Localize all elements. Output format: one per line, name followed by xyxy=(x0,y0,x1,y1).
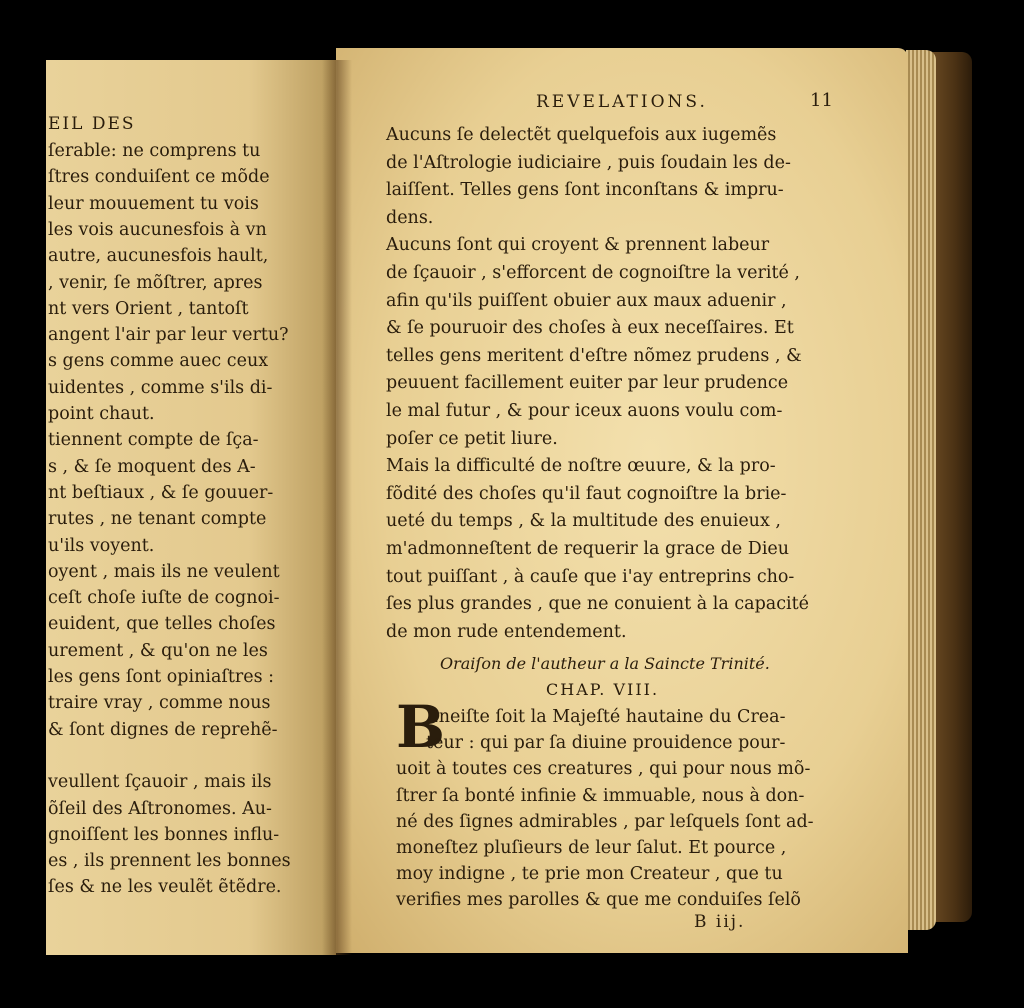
text-line: nt vers Orient , tantoſt xyxy=(48,298,249,319)
book-gutter xyxy=(322,60,352,955)
text-line: leur mouuement tu vois xyxy=(48,193,259,214)
left-page xyxy=(46,60,336,955)
text-line: Aucuns ſont qui croyent & prennent labeur xyxy=(386,235,770,256)
text-line: s , & ſe moquent des A- xyxy=(48,456,256,477)
text-line: dens. xyxy=(386,207,434,228)
text-line: ſerable: ne comprens tu xyxy=(48,141,261,161)
text-line: point chaut. xyxy=(48,404,155,424)
text-line: Aucuns ſe delectẽt quelquefois aux iugemẽs xyxy=(386,125,777,145)
text-line: ceſt choſe iuſte de cognoi- xyxy=(48,588,280,609)
signature-mark: B iij. xyxy=(694,912,746,932)
text-line: nt beſtiaux , & ſe gouuer- xyxy=(48,482,274,503)
prayer-title: Oraiſon de l'autheur a la Saincte Trinité. xyxy=(440,654,770,673)
text-line: u'ils voyent. xyxy=(48,535,155,556)
text-line: de mon rude entendement. xyxy=(386,621,627,642)
text-line: laiſſent. Telles gens ſont inconſtans & impru- xyxy=(386,180,784,201)
text-line: & ſe pouruoir des choſes à eux neceſſaires. Et xyxy=(386,318,794,339)
text-line: tiennent compte de ſça- xyxy=(48,430,259,451)
text-line: de ſçauoir , s'efforcent de cognoiſtre la verité , xyxy=(386,263,800,283)
text-line: de l'Aſtrologie iudiciaire , puis ſoudain les de- xyxy=(386,152,791,173)
text-line: es , ils prennent les bonnes xyxy=(48,851,291,872)
chapter-heading: CHAP. VIII. xyxy=(546,680,660,699)
page-number: 11 xyxy=(810,90,833,111)
text-line: autre, aucunesfois hault, xyxy=(48,246,269,267)
text-line: ſtres conduiſent ce mõde xyxy=(48,167,270,188)
left-page-header: EIL DES xyxy=(48,114,136,134)
text-line: s gens comme auec ceux xyxy=(48,351,269,372)
text-line: né des ſignes admirables , par leſquels ſont ad- xyxy=(396,811,814,832)
text-line: Mais la difficulté de noſtre œuure, & la pro- xyxy=(386,456,776,477)
text-line: moneſtez pluſieurs de leur ſalut. Et pource , xyxy=(396,838,787,858)
text-line: Eneiſte ſoit la Majeſté hautaine du Crea- xyxy=(426,707,786,727)
text-line: m'admonneſtent de requerir la grace de Dieu xyxy=(386,539,790,559)
text-line: veullent ſçauoir , mais ils xyxy=(48,772,272,793)
page-edges xyxy=(906,50,936,930)
text-line: fõdité des choſes qu'il faut cognoiſtre la brie- xyxy=(386,483,787,504)
text-line: & ſont dignes de reprehẽ- xyxy=(48,719,278,740)
text-line: ueté du temps , & la multitude des enuieux , xyxy=(386,511,781,532)
text-line: telles gens meritent d'eſtre nõmez prudens , & xyxy=(386,345,802,366)
text-line: verifies mes parolles & que me conduiſes ſelõ xyxy=(396,890,801,911)
text-line: angent l'air par leur vertu? xyxy=(48,325,289,346)
text-line: oyent , mais ils ne veulent xyxy=(48,561,280,582)
text-line: uoit à toutes ces creatures , qui pour nous mõ- xyxy=(396,759,811,780)
right-page xyxy=(336,48,908,953)
book-cover xyxy=(930,52,972,922)
text-line: le mal futur , & pour iceux auons voulu com- xyxy=(386,401,783,421)
text-line: tout puiſſant , à cauſe que i'ay entreprins cho- xyxy=(386,566,795,587)
text-line: urement , & qu'on ne les xyxy=(48,640,268,661)
text-line: les vois aucunesfois à vn xyxy=(48,219,267,240)
text-line: uidentes , comme s'ils di- xyxy=(48,377,273,398)
text-line: teur : qui par ſa diuine prouidence pour- xyxy=(426,733,786,754)
text-line: gnoiſſent les bonnes influ- xyxy=(48,824,280,845)
text-line: les gens ſont opiniaſtres : xyxy=(48,667,275,687)
text-line: , venir, ſe mõſtrer, apres xyxy=(48,272,263,293)
text-line: rutes , ne tenant compte xyxy=(48,509,267,530)
right-page-header: REVELATIONS. xyxy=(536,92,708,112)
text-line: afin qu'ils puiſſent obuier aux maux aduenir , xyxy=(386,290,787,311)
text-line: ſtrer ſa bonté infinie & immuable, nous à don- xyxy=(396,785,805,806)
text-line: euident, que telles choſes xyxy=(48,614,276,635)
drop-cap: B xyxy=(396,693,446,761)
text-line: õſeil des Aſtronomes. Au- xyxy=(48,798,272,819)
text-line: moy indigne , te prie mon Createur , que tu xyxy=(396,864,783,885)
text-line: peuuent facillement euiter par leur prudence xyxy=(386,373,789,394)
text-line: traire vray , comme nous xyxy=(48,693,271,714)
text-line: ſes & ne les veulẽt ẽtẽdre. xyxy=(48,877,282,898)
text-line: poſer ce petit liure. xyxy=(386,428,558,449)
text-line: ſes plus grandes , que ne conuient à la capacité xyxy=(386,594,810,615)
